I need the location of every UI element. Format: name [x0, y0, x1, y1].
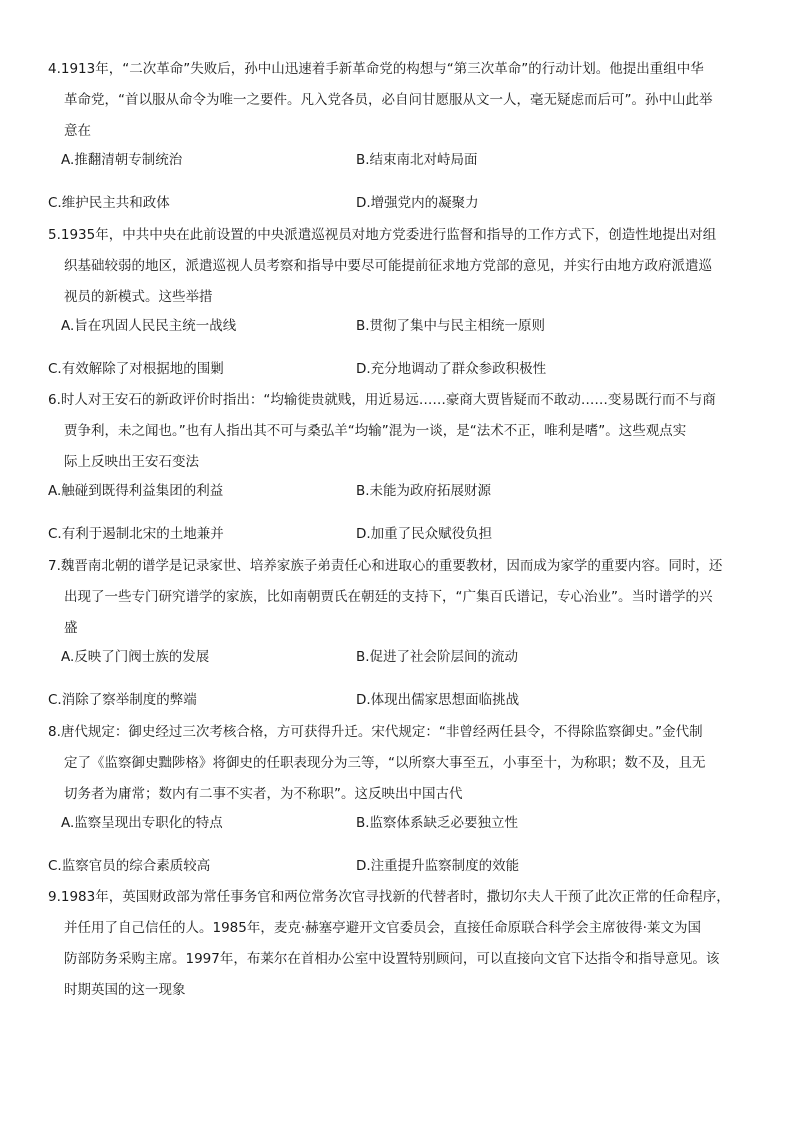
question-stem-line: 盛: [64, 620, 78, 636]
option-d[interactable]: D.增强党内的凝聚力: [356, 195, 479, 211]
question-stem-line: 时期英国的这一现象: [64, 982, 186, 998]
option-b[interactable]: B.结束南北对峙局面: [356, 152, 478, 168]
option-b[interactable]: B.未能为政府拓展财源: [356, 483, 492, 499]
question-stem-line: 4.1913年，“二次革命”失败后，孙中山迅速着手新革命党的构想与“第三次革命”的行动计划。他提出重组中华: [48, 61, 704, 77]
question-stem-line: 贾争利，未之闻也。”也有人指出其不可与桑弘羊“均输”混为一谈，是“法术不正，唯利是嗜”。这些观点实: [64, 423, 687, 439]
question-stem-line: 织基础较弱的地区，派遣巡视人员考察和指导中要尽可能提前征求地方党部的意见，并实行由地方政府派遣巡: [64, 258, 712, 274]
option-c[interactable]: C.消除了察举制度的弊端: [48, 692, 197, 708]
option-a[interactable]: A.旨在巩固人民民主统一战线: [61, 318, 237, 334]
option-c[interactable]: C.维护民主共和政体: [48, 195, 170, 211]
question-stem-line: 并任用了自己信任的人。1985年，麦克·赫塞亭避开文官委员会，直接任命原联合科学会主席彼得·莱文为国: [64, 920, 701, 936]
question-stem-line: 9.1983年，英国财政部为常任事务官和两位常务次官寻找新的代替者时，撒切尔夫人干预了此次正常的任命程序，: [48, 889, 730, 905]
question-stem-line: 7.魏晋南北朝的谱学是记录家世、培养家族子弟责任心和进取心的重要教材，因而成为家学的重要内容。同时，还: [48, 558, 723, 574]
option-b[interactable]: B.促进了社会阶层间的流动: [356, 649, 519, 665]
option-a[interactable]: A.推翻清朝专制统治: [61, 152, 183, 168]
option-c[interactable]: C.有利于遏制北宋的土地兼并: [48, 526, 224, 542]
option-b[interactable]: B.贯彻了集中与民主相统一原则: [356, 318, 546, 334]
option-a[interactable]: A.反映了门阀士族的发展: [61, 649, 210, 665]
question-stem-line: 出现了一些专门研究谱学的家族，比如南朝贾氏在朝廷的支持下，“广集百氏谱记，专心治业”。当时谱学的兴: [64, 589, 713, 605]
option-c[interactable]: C.监察官员的综合素质较高: [48, 858, 211, 874]
option-c[interactable]: C.有效解除了对根据地的围剿: [48, 361, 224, 377]
option-a[interactable]: A.触碰到既得利益集团的利益: [48, 483, 224, 499]
question-stem-line: 5.1935年，中共中央在此前设置的中央派遣巡视员对地方党委进行监督和指导的工作方式下，创造性地提出对组: [48, 227, 717, 243]
question-stem-line: 革命党，“首以服从命令为唯一之要件。凡入党各员，必自问甘愿服从文一人，毫无疑虑而后可”。孙中山此举: [64, 92, 713, 108]
option-d[interactable]: D.加重了民众赋役负担: [356, 526, 493, 542]
question-stem-line: 意在: [64, 123, 91, 139]
option-d[interactable]: D.体现出儒家思想面临挑战: [356, 692, 520, 708]
question-stem-line: 切务者为庸常；数内有二事不实者，为不称职”。这反映出中国古代: [64, 786, 463, 802]
option-b[interactable]: B.监察体系缺乏必要独立性: [356, 815, 519, 831]
option-d[interactable]: D.注重提升监察制度的效能: [356, 858, 520, 874]
question-stem-line: 6.时人对王安石的新政评价时指出：“均输徙贵就贱，用近易远……豪商大贾皆疑而不敢动……变易既行而不与商: [48, 392, 716, 408]
question-stem-line: 视员的新模式。这些举措: [64, 289, 213, 305]
question-stem-line: 定了《监察御史黜陟格》将御史的任职表现分为三等，“以所察大事至五，小事至十，为称职；数不及，且无: [64, 755, 706, 771]
question-stem-line: 际上反映出王安石变法: [64, 454, 199, 470]
option-a[interactable]: A.监察呈现出专职化的特点: [61, 815, 223, 831]
option-d[interactable]: D.充分地调动了群众参政积极性: [356, 361, 547, 377]
question-stem-line: 防部防务采购主席。1997年，布莱尔在首相办公室中设置特别顾问，可以直接向文官下达指令和指导意见。该: [64, 951, 720, 967]
question-stem-line: 8.唐代规定：御史经过三次考核合格，方可获得升迁。宋代规定：“非曾经两任县令，不得除监察御史。”金代制: [48, 724, 703, 740]
